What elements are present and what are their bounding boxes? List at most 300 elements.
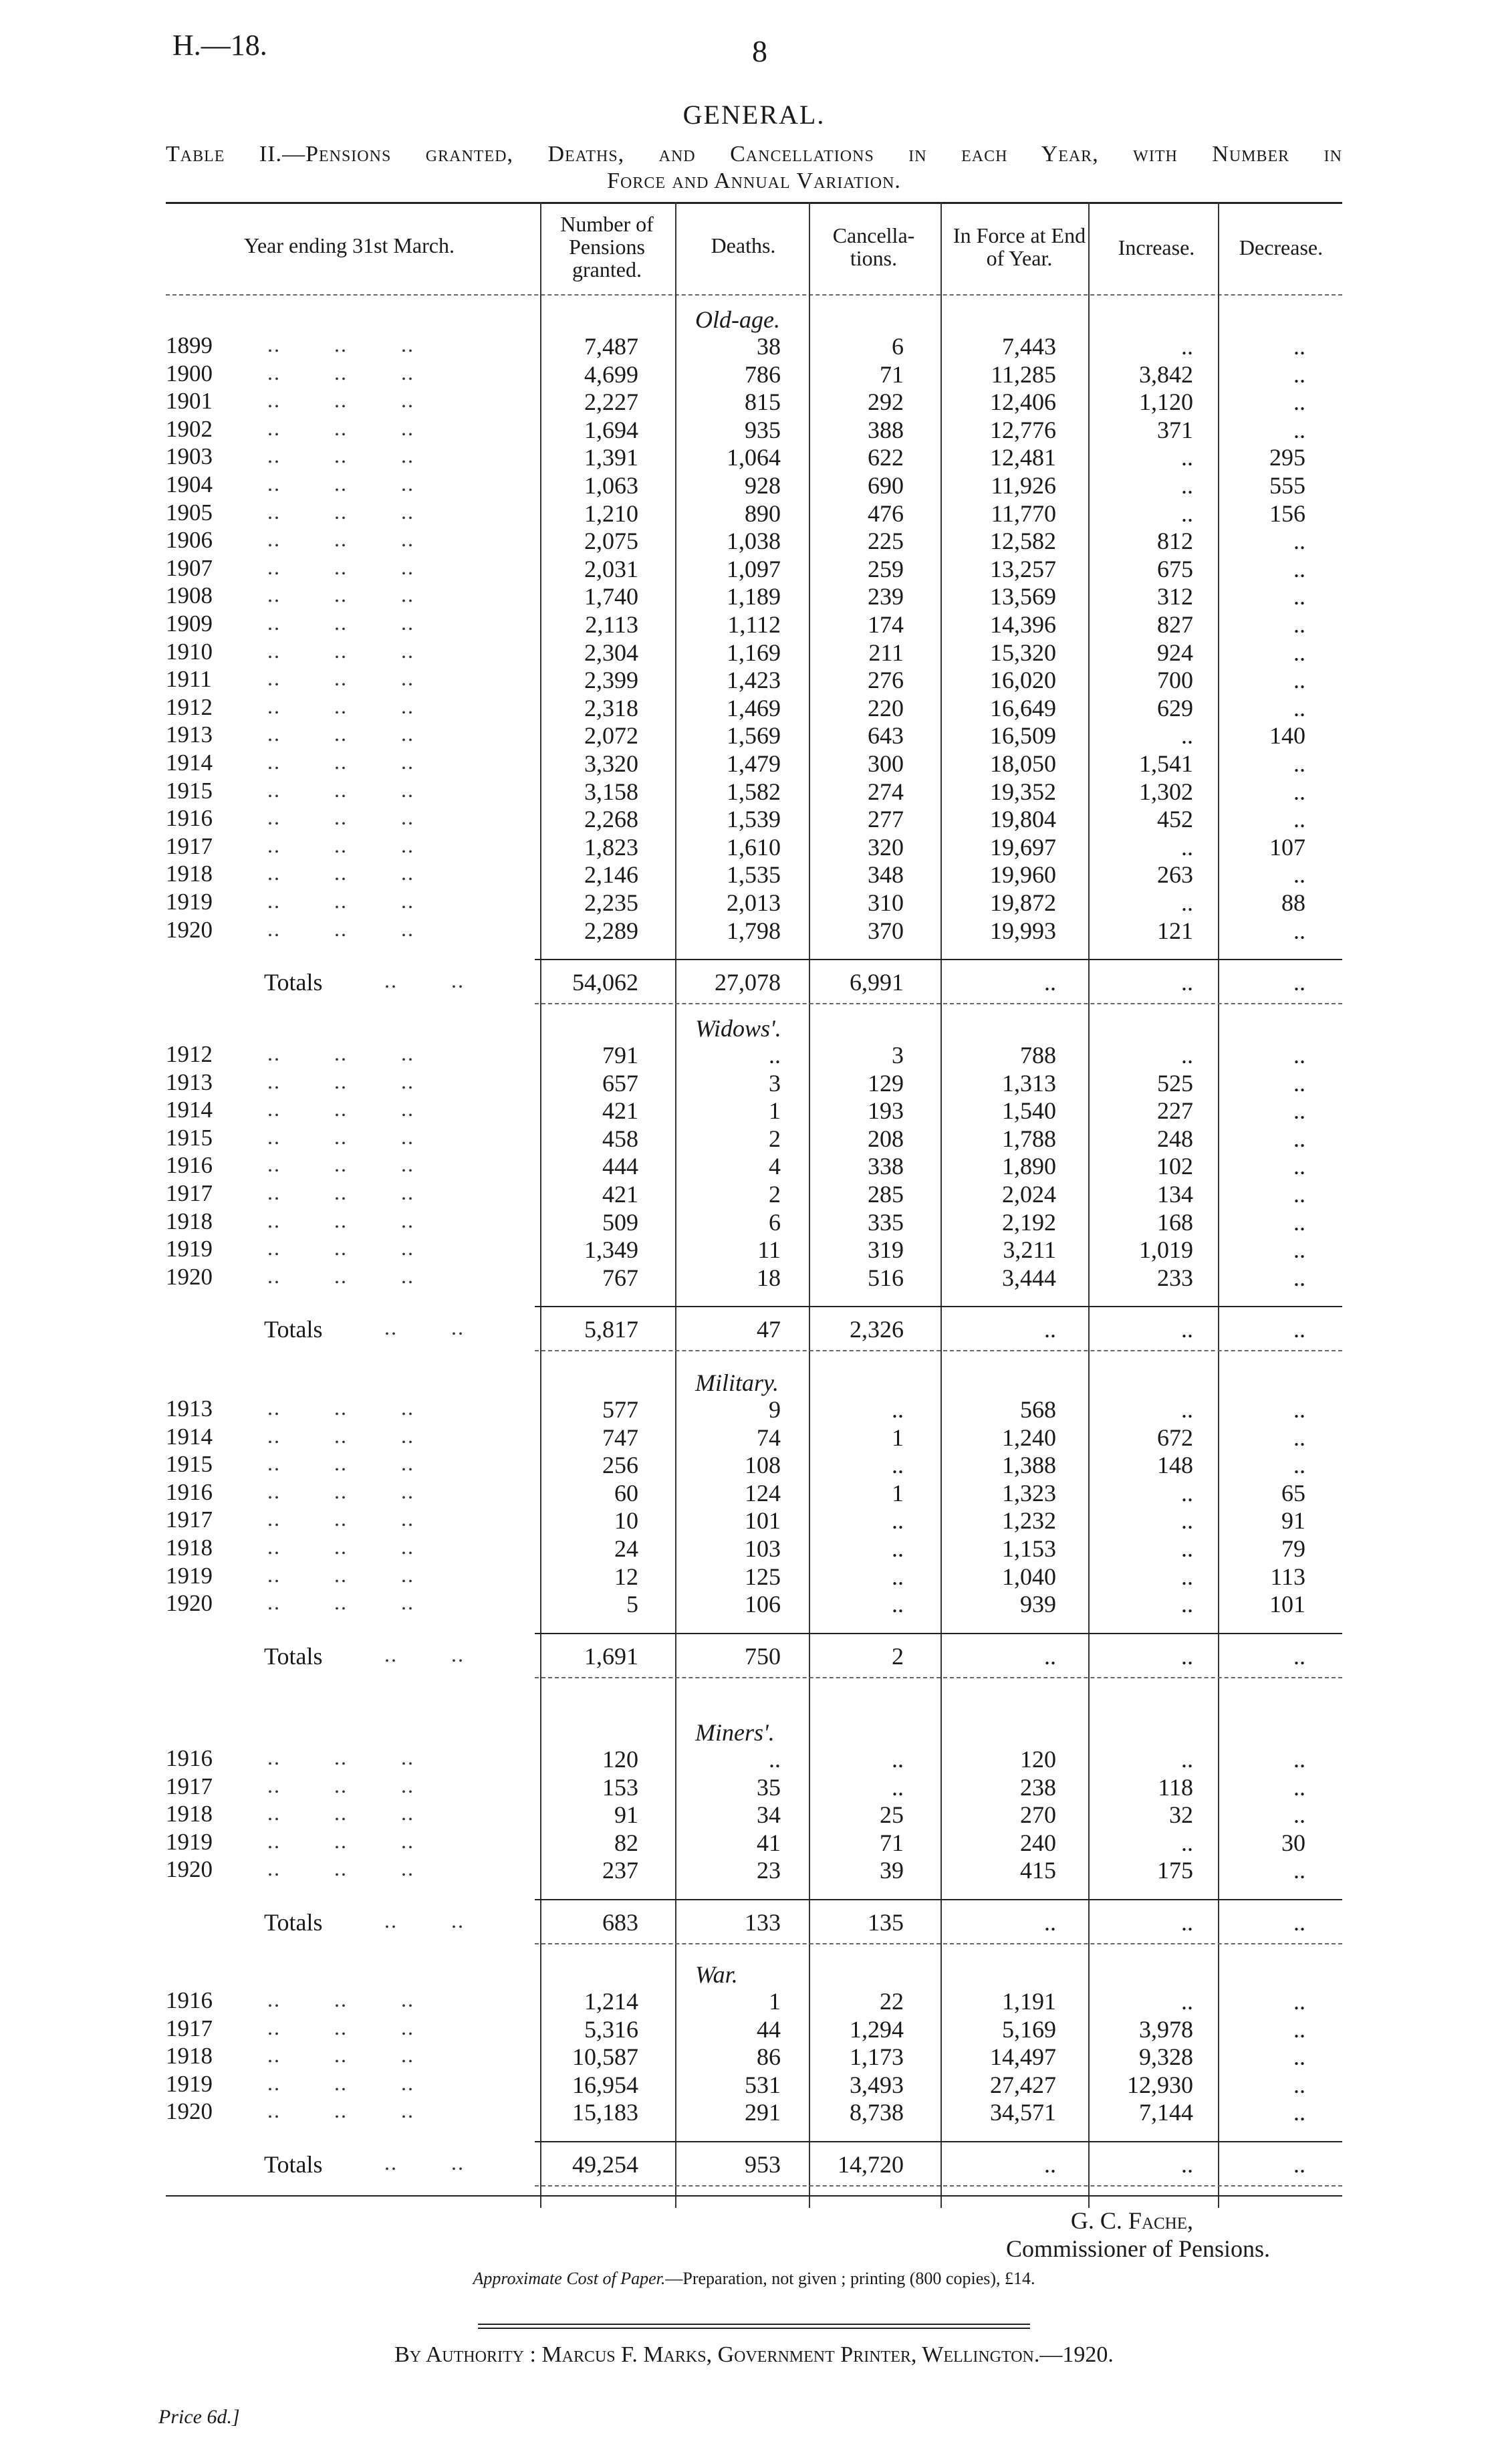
- year-cell: 1917: [166, 2015, 213, 2041]
- deaths-cell: 86: [757, 2043, 781, 2071]
- leader-dots: .. .. ..: [267, 2043, 414, 2067]
- cancellations-cell: 1,173: [850, 2043, 904, 2071]
- deaths-cell: 1,469: [727, 694, 781, 721]
- increase-cell: 1,302: [1139, 778, 1193, 805]
- leader-dots: .. .. ..: [267, 889, 414, 913]
- col-header-decrease: Decrease.: [1239, 235, 1324, 259]
- year-cell: 1920: [166, 2098, 213, 2125]
- decrease-cell: 91: [1281, 1507, 1305, 1535]
- cancellations-cell: 310: [868, 889, 904, 916]
- table-title-continued: Force and Annual Variation.: [607, 169, 901, 193]
- total-increase-cell: ..: [1181, 969, 1193, 996]
- increase-cell: ..: [1181, 1507, 1193, 1535]
- increase-cell: 672: [1157, 1424, 1193, 1451]
- col-header-in-force: In Force at End of Year.: [953, 223, 1086, 270]
- granted-cell: 1,349: [584, 1236, 638, 1264]
- leader-dots: .. .. ..: [267, 499, 414, 524]
- year-cell: 1913: [166, 1395, 213, 1422]
- table-title: [166, 142, 1342, 167]
- total-granted-cell: 683: [602, 1909, 638, 1936]
- cancellations-cell: 348: [868, 861, 904, 889]
- decrease-cell: 30: [1281, 1829, 1305, 1856]
- decrease-cell: ..: [1293, 694, 1305, 721]
- section-total-rule: [535, 1899, 1342, 1900]
- in-force-cell: 240: [1020, 1829, 1056, 1856]
- in-force-cell: 7,443: [1002, 333, 1056, 360]
- leader-dots: .. .. ..: [267, 1745, 414, 1769]
- increase-cell: 371: [1157, 416, 1193, 443]
- in-force-cell: 238: [1020, 1773, 1056, 1801]
- increase-cell: 227: [1157, 1097, 1193, 1125]
- increase-cell: 32: [1169, 1801, 1193, 1829]
- totals-label: Totals: [264, 1316, 323, 1343]
- authority-line: By Authority : Marcus F. Marks, Government Printer, Wellington.—1920.: [394, 2342, 1114, 2367]
- cancellations-cell: 320: [868, 833, 904, 861]
- year-cell: 1920: [166, 1856, 213, 1883]
- in-force-cell: 11,285: [991, 360, 1056, 388]
- increase-cell: ..: [1181, 722, 1193, 750]
- in-force-cell: 1,323: [1002, 1479, 1056, 1506]
- increase-cell: ..: [1181, 833, 1193, 861]
- deaths-cell: 9: [769, 1396, 781, 1423]
- deaths-cell: 41: [757, 1829, 781, 1856]
- year-cell: 1919: [166, 889, 213, 915]
- cancellations-cell: 259: [868, 555, 904, 582]
- in-force-cell: 1,890: [1002, 1153, 1056, 1180]
- granted-cell: 2,235: [584, 889, 638, 916]
- in-force-cell: 12,776: [990, 416, 1056, 443]
- granted-cell: 1,063: [584, 472, 638, 499]
- leader-dots: .. .. ..: [267, 554, 414, 579]
- cancellations-cell: 516: [868, 1264, 904, 1291]
- total-cancellations-cell: 135: [868, 1909, 904, 1936]
- deaths-cell: 103: [745, 1535, 781, 1562]
- increase-cell: 629: [1157, 694, 1193, 721]
- header-bottom-rule: [166, 294, 1342, 296]
- year-cell: 1906: [166, 527, 213, 554]
- year-cell: 1919: [166, 2070, 213, 2097]
- granted-cell: 2,075: [584, 528, 638, 555]
- year-cell: 1915: [166, 777, 213, 804]
- decrease-cell: ..: [1293, 555, 1305, 582]
- leader-dots: .. .. ..: [267, 2015, 414, 2039]
- increase-cell: 1,541: [1139, 750, 1193, 777]
- deaths-cell: 815: [745, 388, 781, 416]
- year-cell: 1920: [166, 916, 213, 943]
- year-cell: 1915: [166, 1124, 213, 1151]
- in-force-cell: 1,040: [1002, 1563, 1056, 1590]
- decrease-cell: ..: [1293, 583, 1305, 610]
- increase-cell: ..: [1181, 472, 1193, 499]
- decrease-cell: 113: [1270, 1563, 1305, 1590]
- decrease-cell: ..: [1293, 1042, 1305, 1069]
- cancellations-cell: 208: [868, 1125, 904, 1152]
- signature-title: Commissioner of Pensions.: [1005, 2235, 1270, 2262]
- year-cell: 1919: [166, 1562, 213, 1589]
- deaths-cell: 1,423: [727, 667, 781, 694]
- cancellations-cell: 3,493: [850, 2071, 904, 2098]
- deaths-cell: 1,569: [727, 722, 781, 750]
- leader-dots: .. .. ..: [267, 527, 414, 552]
- in-force-cell: 12,582: [990, 528, 1056, 555]
- cancellations-cell: ..: [892, 1563, 904, 1590]
- deaths-cell: 1,610: [727, 833, 781, 861]
- in-force-cell: 3,211: [1003, 1236, 1056, 1264]
- increase-cell: 121: [1157, 917, 1193, 944]
- leader-dots: .. .. ..: [267, 1562, 414, 1587]
- deaths-cell: 1,535: [727, 861, 781, 889]
- leader-dots: .. .. ..: [267, 1506, 414, 1531]
- increase-cell: ..: [1181, 1591, 1193, 1618]
- in-force-cell: 12,481: [990, 444, 1056, 471]
- granted-cell: 10,587: [572, 2043, 638, 2071]
- increase-cell: 134: [1157, 1181, 1193, 1208]
- leader-dots: .. .. ..: [267, 1828, 414, 1853]
- decrease-cell: ..: [1293, 416, 1305, 443]
- decrease-cell: ..: [1293, 1125, 1305, 1152]
- in-force-cell: 19,993: [990, 917, 1056, 944]
- leader-dots: .. ..: [384, 2150, 465, 2174]
- year-cell: 1913: [166, 721, 213, 748]
- increase-cell: 175: [1157, 1857, 1193, 1884]
- in-force-cell: 19,872: [990, 889, 1056, 916]
- leader-dots: .. .. ..: [267, 1535, 414, 1559]
- year-cell: 1917: [166, 1773, 213, 1799]
- granted-cell: 15,183: [572, 2099, 638, 2126]
- decrease-cell: ..: [1293, 1452, 1305, 1479]
- deaths-cell: 101: [745, 1507, 781, 1535]
- total-increase-cell: ..: [1181, 1642, 1193, 1670]
- deaths-cell: 1,097: [727, 555, 781, 582]
- cancellations-cell: ..: [892, 1773, 904, 1801]
- in-force-cell: 568: [1020, 1396, 1056, 1423]
- granted-cell: 5: [626, 1591, 638, 1618]
- decrease-cell: 79: [1281, 1535, 1305, 1562]
- in-force-cell: 16,020: [990, 667, 1056, 694]
- section-total-rule: [535, 1003, 1342, 1004]
- decrease-cell: ..: [1293, 1264, 1305, 1291]
- in-force-cell: 1,232: [1002, 1507, 1056, 1535]
- leader-dots: .. .. ..: [267, 1478, 414, 1503]
- deaths-cell: 2: [769, 1181, 781, 1208]
- cost-label: Approximate Cost of Paper.: [473, 2269, 666, 2288]
- section-total-rule: [535, 1943, 1342, 1944]
- deaths-cell: 1,112: [727, 611, 781, 638]
- signature-name: G. C. Fache,: [1070, 2207, 1193, 2234]
- cancellations-cell: 71: [880, 360, 904, 388]
- decrease-cell: 88: [1281, 889, 1305, 916]
- granted-cell: 577: [602, 1396, 638, 1423]
- decrease-cell: ..: [1293, 1424, 1305, 1451]
- deaths-cell: 74: [757, 1424, 781, 1451]
- leader-dots: .. .. ..: [267, 916, 414, 941]
- cancellations-cell: 225: [868, 528, 904, 555]
- increase-cell: 525: [1157, 1069, 1193, 1097]
- total-decrease-cell: ..: [1293, 1642, 1305, 1670]
- decrease-cell: ..: [1293, 1236, 1305, 1264]
- decrease-cell: ..: [1293, 778, 1305, 805]
- year-cell: 1903: [166, 443, 213, 470]
- total-granted-cell: 49,254: [572, 2151, 638, 2178]
- in-force-cell: 11,770: [991, 499, 1056, 527]
- granted-cell: 2,268: [584, 806, 638, 833]
- in-force-cell: 14,396: [990, 611, 1056, 638]
- leader-dots: .. .. ..: [267, 1451, 414, 1476]
- in-force-cell: 11,926: [991, 472, 1056, 499]
- granted-cell: 5,316: [584, 2015, 638, 2043]
- granted-cell: 7,487: [584, 333, 638, 360]
- deaths-cell: 1,798: [727, 917, 781, 944]
- decrease-cell: ..: [1293, 611, 1305, 638]
- leader-dots: .. .. ..: [267, 1856, 414, 1881]
- total-decrease-cell: ..: [1293, 2151, 1305, 2178]
- year-cell: 1907: [166, 554, 213, 581]
- page-number: 8: [752, 34, 767, 68]
- granted-cell: 2,031: [584, 555, 638, 582]
- leader-dots: .. .. ..: [267, 721, 414, 746]
- year-cell: 1916: [166, 805, 213, 832]
- deaths-cell: 291: [745, 2099, 781, 2126]
- leader-dots: .. .. ..: [267, 805, 414, 830]
- total-granted-cell: 5,817: [584, 1316, 638, 1343]
- table-label: Table II.: [166, 142, 283, 166]
- in-force-cell: 415: [1020, 1857, 1056, 1884]
- granted-cell: 153: [602, 1773, 638, 1801]
- leader-dots: .. .. ..: [267, 2070, 414, 2095]
- footer-rule: [478, 2324, 1030, 2325]
- granted-cell: 657: [602, 1069, 638, 1097]
- increase-cell: 700: [1157, 667, 1193, 694]
- cancellations-cell: 643: [868, 722, 904, 750]
- leader-dots: .. .. ..: [267, 1236, 414, 1260]
- in-force-cell: 3,444: [1002, 1264, 1056, 1291]
- year-cell: 1918: [166, 861, 213, 887]
- decrease-cell: ..: [1293, 639, 1305, 666]
- granted-cell: 24: [614, 1535, 638, 1562]
- decrease-cell: 295: [1269, 444, 1305, 471]
- leader-dots: .. ..: [384, 1315, 465, 1340]
- section-total-rule: [535, 1306, 1342, 1307]
- decrease-cell: ..: [1293, 2015, 1305, 2043]
- decrease-cell: ..: [1293, 1181, 1305, 1208]
- decrease-cell: ..: [1293, 1396, 1305, 1423]
- year-cell: 1918: [166, 1535, 213, 1561]
- section-total-rule: [535, 959, 1342, 960]
- leader-dots: .. .. ..: [267, 1263, 414, 1288]
- increase-cell: 263: [1157, 861, 1193, 889]
- cancellations-cell: 220: [868, 694, 904, 721]
- granted-cell: 16,954: [572, 2071, 638, 2098]
- year-cell: 1899: [166, 332, 213, 358]
- increase-cell: ..: [1181, 444, 1193, 471]
- deaths-cell: 786: [745, 360, 781, 388]
- decrease-cell: 107: [1269, 833, 1305, 861]
- granted-cell: 4,699: [584, 360, 638, 388]
- decrease-cell: 156: [1269, 499, 1305, 527]
- granted-cell: 60: [614, 1479, 638, 1506]
- section-heading: GENERAL.: [682, 100, 826, 130]
- in-force-cell: 2,024: [1002, 1181, 1056, 1208]
- in-force-cell: 16,649: [990, 694, 1056, 721]
- granted-cell: 767: [602, 1264, 638, 1291]
- col-header-deaths: Deaths.: [711, 233, 776, 257]
- cancellations-cell: 22: [880, 1988, 904, 2015]
- deaths-cell: 124: [745, 1479, 781, 1506]
- year-cell: 1902: [166, 415, 213, 442]
- cancellations-cell: 335: [868, 1208, 904, 1236]
- granted-cell: 237: [602, 1857, 638, 1884]
- increase-cell: 452: [1157, 806, 1193, 833]
- cancellations-cell: 3: [892, 1042, 904, 1069]
- total-cancellations-cell: 2: [892, 1642, 904, 1670]
- deaths-cell: ..: [769, 1746, 781, 1773]
- year-cell: 1918: [166, 1801, 213, 1827]
- decrease-cell: ..: [1293, 2071, 1305, 2098]
- deaths-cell: 6: [769, 1208, 781, 1236]
- total-granted-cell: 54,062: [572, 969, 638, 996]
- cancellations-cell: 622: [868, 444, 904, 471]
- year-cell: 1900: [166, 360, 213, 386]
- year-cell: 1914: [166, 1097, 213, 1123]
- increase-cell: ..: [1181, 1829, 1193, 1856]
- cancellations-cell: 6: [892, 333, 904, 360]
- leader-dots: .. .. ..: [267, 2098, 414, 2123]
- in-force-cell: 12,406: [990, 388, 1056, 416]
- table-title-text: —Pensions granted, Deaths, and Cancellations in each Year, with Number in: [282, 142, 1342, 166]
- increase-cell: 102: [1157, 1153, 1193, 1180]
- deaths-cell: 108: [745, 1452, 781, 1479]
- year-cell: 1916: [166, 1478, 213, 1505]
- deaths-cell: 935: [745, 416, 781, 443]
- leader-dots: .. .. ..: [267, 1180, 414, 1204]
- increase-cell: ..: [1181, 499, 1193, 527]
- year-cell: 1918: [166, 1208, 213, 1234]
- in-force-cell: 1,313: [1002, 1069, 1056, 1097]
- cancellations-cell: 277: [868, 806, 904, 833]
- leader-dots: .. .. ..: [267, 1773, 414, 1797]
- in-force-cell: 13,257: [990, 555, 1056, 582]
- total-decrease-cell: ..: [1293, 1316, 1305, 1343]
- cancellations-cell: ..: [892, 1452, 904, 1479]
- cancellations-cell: 211: [868, 639, 904, 666]
- increase-cell: 168: [1157, 1208, 1193, 1236]
- decrease-cell: ..: [1293, 917, 1305, 944]
- in-force-cell: 5,169: [1002, 2015, 1056, 2043]
- in-force-cell: 939: [1020, 1591, 1056, 1618]
- deaths-cell: 4: [769, 1153, 781, 1180]
- deaths-cell: 1,169: [727, 639, 781, 666]
- deaths-cell: 1,582: [727, 778, 781, 805]
- granted-cell: 747: [602, 1424, 638, 1451]
- deaths-cell: 1,038: [727, 528, 781, 555]
- leader-dots: .. .. ..: [267, 1590, 414, 1615]
- granted-cell: 91: [614, 1801, 638, 1829]
- increase-cell: 827: [1157, 611, 1193, 638]
- cost-text: —Preparation, not given ; printing (800 copies), £14.: [665, 2269, 1035, 2288]
- cancellations-cell: 476: [868, 499, 904, 527]
- leader-dots: .. ..: [384, 1908, 465, 1932]
- decrease-cell: ..: [1293, 360, 1305, 388]
- increase-cell: 3,842: [1139, 360, 1193, 388]
- deaths-cell: 928: [745, 472, 781, 499]
- year-cell: 1908: [166, 582, 213, 609]
- total-increase-cell: ..: [1181, 1909, 1193, 1936]
- increase-cell: 9,328: [1139, 2043, 1193, 2071]
- increase-cell: ..: [1181, 333, 1193, 360]
- deaths-cell: 2,013: [727, 889, 781, 916]
- cancellations-cell: ..: [892, 1746, 904, 1773]
- year-cell: 1916: [166, 1987, 213, 2013]
- cancellations-cell: 25: [880, 1801, 904, 1829]
- leader-dots: .. .. ..: [267, 638, 414, 663]
- deaths-cell: 1: [769, 1097, 781, 1125]
- cancellations-cell: 193: [868, 1097, 904, 1125]
- granted-cell: 82: [614, 1829, 638, 1856]
- totals-label: Totals: [264, 969, 323, 996]
- granted-cell: 256: [602, 1452, 638, 1479]
- decrease-cell: ..: [1293, 2099, 1305, 2126]
- total-deaths-cell: 27,078: [715, 969, 781, 996]
- cancellations-cell: 276: [868, 667, 904, 694]
- col-header-increase: Increase.: [1118, 235, 1195, 259]
- year-cell: 1920: [166, 1263, 213, 1290]
- cancellations-cell: ..: [892, 1591, 904, 1618]
- cancellations-cell: 690: [868, 472, 904, 499]
- leader-dots: .. .. ..: [267, 1987, 414, 2011]
- in-force-cell: 15,320: [990, 639, 1056, 666]
- in-force-cell: 19,352: [990, 778, 1056, 805]
- increase-cell: 3,978: [1139, 2015, 1193, 2043]
- increase-cell: 1,019: [1139, 1236, 1193, 1264]
- in-force-cell: 18,050: [990, 750, 1056, 777]
- total-in-force-cell: ..: [1044, 1642, 1056, 1670]
- deaths-cell: 890: [745, 499, 781, 527]
- table-top-rule: [166, 202, 1342, 204]
- leader-dots: .. .. ..: [267, 750, 414, 774]
- cancellations-cell: 1,294: [850, 2015, 904, 2043]
- year-cell: 1917: [166, 1506, 213, 1533]
- col-header-year: Year ending 31st March.: [244, 233, 455, 257]
- increase-cell: ..: [1181, 1746, 1193, 1773]
- year-cell: 1918: [166, 2043, 213, 2069]
- leader-dots: .. .. ..: [267, 610, 414, 635]
- col-header-granted: Number of Pensions granted.: [560, 212, 654, 282]
- leader-dots: .. .. ..: [267, 832, 414, 857]
- total-in-force-cell: ..: [1044, 1909, 1056, 1936]
- in-force-cell: 1,240: [1002, 1424, 1056, 1451]
- footer-rule: [478, 2328, 1030, 2329]
- in-force-cell: 13,569: [990, 583, 1056, 610]
- section-title: Military.: [695, 1369, 779, 1396]
- deaths-cell: 531: [745, 2071, 781, 2098]
- section-title: Widows'.: [695, 1015, 781, 1042]
- decrease-cell: ..: [1293, 1208, 1305, 1236]
- decrease-cell: ..: [1293, 333, 1305, 360]
- increase-cell: ..: [1181, 1988, 1193, 2015]
- total-deaths-cell: 47: [757, 1316, 781, 1343]
- year-cell: 1905: [166, 499, 213, 526]
- granted-cell: 3,158: [584, 778, 638, 805]
- cancellations-cell: 239: [868, 583, 904, 610]
- deaths-cell: 3: [769, 1069, 781, 1097]
- year-cell: 1917: [166, 832, 213, 859]
- leader-dots: .. .. ..: [267, 1801, 414, 1825]
- leader-dots: .. .. ..: [267, 332, 414, 356]
- decrease-cell: ..: [1293, 861, 1305, 889]
- in-force-cell: 19,960: [990, 861, 1056, 889]
- deaths-cell: ..: [769, 1042, 781, 1069]
- granted-cell: 2,318: [584, 694, 638, 721]
